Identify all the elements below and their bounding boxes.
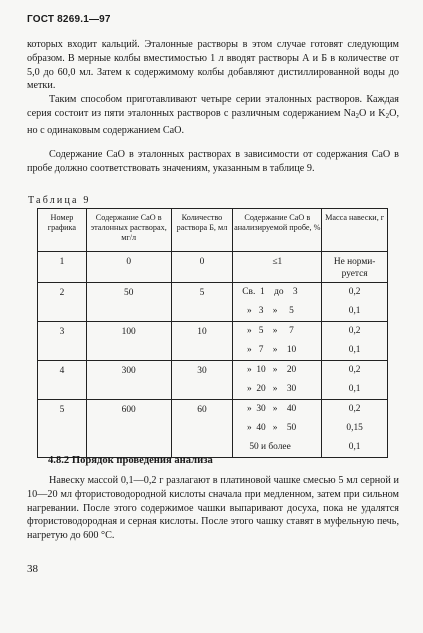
table-row: [38, 361, 388, 400]
cell-mass: [322, 322, 388, 361]
header-cao-sample: Содержание CaO в анализируемой пробе, %: [233, 209, 322, 252]
formula-na-sub: 2: [355, 111, 360, 120]
paragraph-intro: которых входит кальций. Эталонные растворы в этом случае готовят следующим образом. В мерные колбы вместимостью 1 л вводят растворы А и Б в количестве от 5,0 до 60,0 мл. Затем к содержимому колбы добавляют дистиллированной воды до метки.: [27, 39, 399, 92]
mass-line: 0,15: [346, 423, 363, 433]
cell-number: 5: [38, 400, 87, 458]
formula-tail: O, но с одинаковым содержанием CaO.: [27, 107, 400, 136]
cell-cao: 0: [86, 252, 171, 283]
mass-line: 0,2: [348, 326, 361, 336]
table-row: [38, 322, 388, 361]
paragraph-table-ref: Содержание CaO в эталонных растворах в зависимости от содержания CaO в пробе должно соответствовать значениям, указанным в таблице 9.: [27, 149, 399, 174]
range-line: » 40 » 50: [242, 423, 297, 433]
mass-line: Не норми-: [333, 257, 376, 267]
paragraph-procedure: Навеску массой 0,1—0,2 г разлагают в платиновой чашке смесью 5 мл серной и 10—20 мл фтористоводородной кислоты сначала при медленном, затем при сильном нагревании. После этого содержимое чашки выпаривают досуха, пока не удалятся фтористоводородная и серная кислоты. После этого чашку ставят в муфельную печь, нагретую до 600 °С.: [27, 475, 399, 542]
cell-range: [233, 252, 322, 283]
table-row: [38, 283, 388, 322]
table-header-row: [38, 209, 388, 252]
cell-mass: [322, 361, 388, 400]
range-line: » 3 » 5: [242, 306, 294, 316]
header-solution-volume: Количество раствора Б, мл: [171, 209, 233, 252]
cell-mass: [322, 400, 388, 458]
cell-volume: 5: [171, 283, 233, 322]
formula-na: Na: [343, 107, 356, 119]
mass-line: 0,1: [348, 442, 361, 452]
cell-range: [233, 283, 322, 322]
paragraph-series-text: Таким способом приготавливают четыре серии эталонных растворов. Каждая серия состоит из пяти эталонных растворов с различным содержанием: [27, 94, 399, 119]
mass-line: 0,1: [348, 306, 361, 316]
range-line: ≤1: [272, 257, 283, 267]
cell-cao: 100: [86, 322, 171, 361]
mass-line: 0,1: [348, 345, 361, 355]
mass-line: 0,2: [348, 287, 361, 297]
cell-number: 2: [38, 283, 87, 322]
cell-range: [233, 322, 322, 361]
range-line: » 30 » 40: [242, 404, 297, 414]
range-line: » 5 » 7: [242, 326, 294, 336]
cell-cao: 600: [86, 400, 171, 458]
cell-cao: 50: [86, 283, 171, 322]
mass-line: руется: [341, 269, 368, 279]
header-graph-number: Номер графика: [38, 209, 87, 252]
cell-volume: 30: [171, 361, 233, 400]
mass-line: 0,2: [348, 365, 361, 375]
range-line: » 20 » 30: [242, 384, 297, 394]
table-row: [38, 252, 388, 283]
cell-number: 4: [38, 361, 87, 400]
page-number: 38: [27, 563, 38, 575]
range-line: Св. 1 до 3: [242, 287, 298, 297]
cell-mass: [322, 252, 388, 283]
cell-range: [233, 400, 322, 458]
formula-k-sub: 2: [385, 111, 390, 120]
header-cao-standard: Содержание CaO в эталонных растворах, мг/л: [86, 209, 171, 252]
cell-cao: 300: [86, 361, 171, 400]
section-heading: 4.8.2 Порядок проведения анализа: [48, 455, 213, 466]
formula-k: O и K: [359, 107, 386, 119]
range-line: 50 и более: [242, 442, 291, 452]
cell-number: 1: [38, 252, 87, 283]
table-caption: Таблица 9: [28, 195, 91, 206]
paragraph-series: [27, 93, 399, 137]
cell-mass: [322, 283, 388, 322]
header-sample-mass: Масса навески, г: [322, 209, 388, 252]
cell-volume: 0: [171, 252, 233, 283]
standard-header: ГОСТ 8269.1—97: [27, 14, 111, 25]
cell-volume: 10: [171, 322, 233, 361]
range-line: » 10 » 20: [242, 365, 297, 375]
table-row: [38, 400, 388, 458]
data-table: [37, 208, 388, 458]
cell-volume: 60: [171, 400, 233, 458]
mass-line: 0,1: [348, 384, 361, 394]
cell-number: 3: [38, 322, 87, 361]
range-line: » 7 » 10: [242, 345, 297, 355]
cell-range: [233, 361, 322, 400]
mass-line: 0,2: [348, 404, 361, 414]
